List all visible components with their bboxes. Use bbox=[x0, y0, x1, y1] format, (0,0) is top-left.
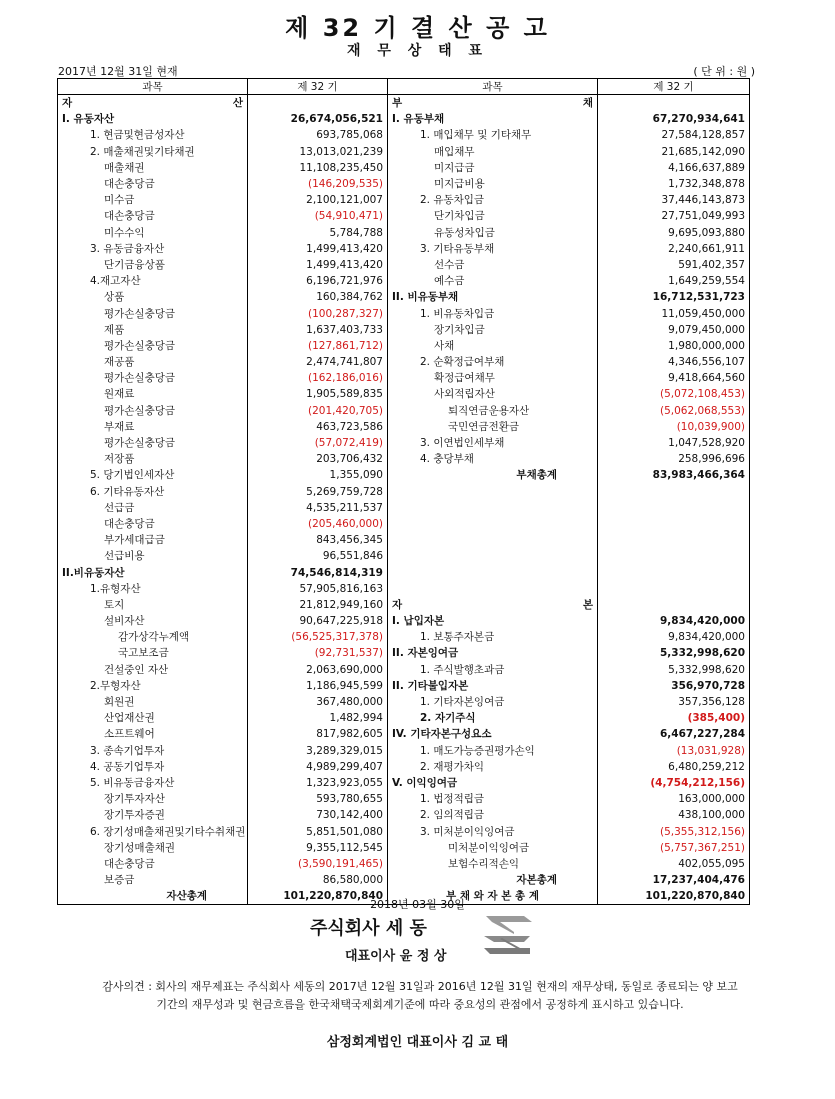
asset-value: 5,269,759,728 bbox=[248, 484, 388, 500]
liability-equity-value: 258,996,696 bbox=[598, 451, 750, 467]
asset-account: 2.무형자산 bbox=[58, 678, 248, 694]
liability-equity-value: 1,047,528,920 bbox=[598, 435, 750, 451]
equity-section-label bbox=[392, 598, 593, 612]
liability-equity-account: II. 비유동부채 bbox=[388, 289, 598, 305]
liability-equity-account: 2. 자기주식 bbox=[388, 710, 598, 726]
asset-account: 미수금 bbox=[58, 192, 248, 208]
asset-account: 평가손실충당금 bbox=[58, 305, 248, 321]
balance-sheet-body bbox=[58, 95, 750, 905]
liability-equity-value: 21,685,142,090 bbox=[598, 144, 750, 160]
liability-equity-account: 미처분이익잉여금 bbox=[388, 840, 598, 856]
liability-equity-value: 356,970,728 bbox=[598, 678, 750, 694]
liability-equity-account: V. 이익잉여금 bbox=[388, 775, 598, 791]
liability-equity-value: 2,240,661,911 bbox=[598, 241, 750, 257]
asset-account: 대손충당금 bbox=[58, 176, 248, 192]
asset-account: I. 유동자산 bbox=[58, 111, 248, 127]
liability-equity-value: 1,649,259,554 bbox=[598, 273, 750, 289]
asset-account: 회원권 bbox=[58, 694, 248, 710]
liability-equity-account: 4. 충당부채 bbox=[388, 451, 598, 467]
liability-equity-value: 9,695,093,880 bbox=[598, 225, 750, 241]
liability-equity-account: 3. 미처분이익잉여금 bbox=[388, 823, 598, 839]
asset-value: 817,982,605 bbox=[248, 726, 388, 742]
asset-account: 1.유형자산 bbox=[58, 581, 248, 597]
asset-account: 산업재산권 bbox=[58, 710, 248, 726]
table-row bbox=[58, 484, 750, 500]
asset-value: 90,647,225,918 bbox=[248, 613, 388, 629]
liability-equity-account: 사채 bbox=[388, 338, 598, 354]
liability-equity-account: 선수금 bbox=[388, 257, 598, 273]
asset-account: 5. 당기법인세자산 bbox=[58, 467, 248, 483]
liability-equity-value: (5,062,068,553) bbox=[598, 403, 750, 419]
table-row bbox=[58, 791, 750, 807]
asset-value: (57,072,419) bbox=[248, 435, 388, 451]
liability-equity-value: 17,237,404,476 bbox=[598, 872, 750, 888]
liabilities-section-left: 부 bbox=[392, 97, 403, 110]
table-row bbox=[58, 743, 750, 759]
asset-value: 11,108,235,450 bbox=[248, 160, 388, 176]
asset-account: 6. 장기성매출채권및기타수취채권 bbox=[58, 823, 248, 839]
equity-section-right: 본 bbox=[582, 598, 593, 611]
table-row bbox=[58, 176, 750, 192]
liability-equity-account: 미지급금 bbox=[388, 160, 598, 176]
table-row bbox=[58, 192, 750, 208]
liability-equity-value: (5,757,367,251) bbox=[598, 840, 750, 856]
asset-value: 1,637,403,733 bbox=[248, 322, 388, 338]
asset-value: (201,420,705) bbox=[248, 403, 388, 419]
table-row bbox=[58, 516, 750, 532]
asset-value: 5,851,501,080 bbox=[248, 823, 388, 839]
table-row bbox=[58, 759, 750, 775]
asset-account: 장기투자증권 bbox=[58, 807, 248, 823]
assets-total-value: 101,220,870,840 bbox=[248, 888, 388, 905]
asset-account: 원재료 bbox=[58, 386, 248, 402]
table-row bbox=[58, 807, 750, 823]
table-row bbox=[58, 629, 750, 645]
table-row bbox=[58, 354, 750, 370]
table-row bbox=[58, 548, 750, 564]
table-row bbox=[58, 419, 750, 435]
asset-account: 6. 기타유동자산 bbox=[58, 484, 248, 500]
equity-section bbox=[388, 597, 598, 613]
liability-equity-value: 1,980,000,000 bbox=[598, 338, 750, 354]
liability-equity-value: 37,446,143,873 bbox=[598, 192, 750, 208]
table-row bbox=[58, 338, 750, 354]
asset-account: 재공품 bbox=[58, 354, 248, 370]
table-row bbox=[58, 710, 750, 726]
table-row bbox=[58, 613, 750, 629]
asset-account: 설비자산 bbox=[58, 613, 248, 629]
liability-equity-value: 27,751,049,993 bbox=[598, 208, 750, 224]
asset-value: 593,780,655 bbox=[248, 791, 388, 807]
liabilities-section-right: 채 bbox=[582, 97, 593, 110]
asset-value: 2,474,741,807 bbox=[248, 354, 388, 370]
asset-value: 367,480,000 bbox=[248, 694, 388, 710]
liability-equity-value: (10,039,900) bbox=[598, 419, 750, 435]
liability-equity-value: 6,467,227,284 bbox=[598, 726, 750, 742]
asset-account: 장기투자자산 bbox=[58, 791, 248, 807]
asset-account: 소프트웨어 bbox=[58, 726, 248, 742]
asset-value: (205,460,000) bbox=[248, 516, 388, 532]
asset-value: 96,551,846 bbox=[248, 548, 388, 564]
asset-value: 843,456,345 bbox=[248, 532, 388, 548]
asset-value: 4,989,299,407 bbox=[248, 759, 388, 775]
header-period: 제 32 기 bbox=[248, 79, 388, 95]
table-row bbox=[58, 322, 750, 338]
table-row bbox=[58, 840, 750, 856]
table-row bbox=[58, 305, 750, 321]
liability-equity-value bbox=[598, 516, 750, 532]
liability-equity-account: 부채총계 bbox=[388, 467, 598, 483]
liability-equity-account: II. 기타불입자본 bbox=[388, 678, 598, 694]
asset-account: 1. 현금및현금성자산 bbox=[58, 127, 248, 143]
liability-equity-account: IV. 기타자본구성요소 bbox=[388, 726, 598, 742]
liability-equity-value: 9,834,420,000 bbox=[598, 629, 750, 645]
table-row bbox=[58, 872, 750, 888]
liability-equity-account: 미지급비용 bbox=[388, 176, 598, 192]
ceo-name: 대표이사 윤 정 상 bbox=[345, 949, 447, 964]
liability-equity-value: 5,332,998,620 bbox=[598, 662, 750, 678]
table-row bbox=[58, 581, 750, 597]
asset-value: 57,905,816,163 bbox=[248, 581, 388, 597]
asset-value: (3,590,191,465) bbox=[248, 856, 388, 872]
asset-account: 보증금 bbox=[58, 872, 248, 888]
liabilities-equity-total-label: 부 채 와 자 본 총 계 bbox=[388, 888, 598, 905]
table-row bbox=[58, 241, 750, 257]
assets-section-left: 자 bbox=[62, 97, 73, 110]
liability-equity-account: 2. 임의적립금 bbox=[388, 807, 598, 823]
asset-account: 장기성매출채권 bbox=[58, 840, 248, 856]
table-row bbox=[58, 370, 750, 386]
liability-equity-account: 1. 매도가능증권평가손익 bbox=[388, 743, 598, 759]
liability-equity-value: 1,732,348,878 bbox=[598, 176, 750, 192]
asset-account: 국고보조금 bbox=[58, 645, 248, 661]
liability-equity-value: 27,584,128,857 bbox=[598, 127, 750, 143]
liability-equity-value: 6,480,259,212 bbox=[598, 759, 750, 775]
asset-value: 5,784,788 bbox=[248, 225, 388, 241]
liability-equity-account bbox=[388, 516, 598, 532]
empty-cell bbox=[598, 597, 750, 613]
asset-value: 463,723,586 bbox=[248, 419, 388, 435]
liability-equity-account bbox=[388, 500, 598, 516]
table-row bbox=[58, 532, 750, 548]
liability-equity-account: I. 유동부채 bbox=[388, 111, 598, 127]
table-row bbox=[58, 289, 750, 305]
asset-account: 저장품 bbox=[58, 451, 248, 467]
asset-value: (146,209,535) bbox=[248, 176, 388, 192]
asset-account: 선급금 bbox=[58, 500, 248, 516]
asset-account: 3. 종속기업투자 bbox=[58, 743, 248, 759]
liability-equity-value: 4,346,556,107 bbox=[598, 354, 750, 370]
page-subtitle: 재 무 상 태 표 bbox=[346, 43, 489, 59]
asset-account: 미수수익 bbox=[58, 225, 248, 241]
liability-equity-value: 5,332,998,620 bbox=[598, 645, 750, 661]
company-logo-icon bbox=[480, 912, 536, 958]
asset-value: 2,063,690,000 bbox=[248, 662, 388, 678]
asset-value: 9,355,112,545 bbox=[248, 840, 388, 856]
table-row bbox=[58, 208, 750, 224]
liability-equity-account: 2. 재평가차익 bbox=[388, 759, 598, 775]
liability-equity-value: (13,031,928) bbox=[598, 743, 750, 759]
liability-equity-account bbox=[388, 564, 598, 580]
asset-value: (162,186,016) bbox=[248, 370, 388, 386]
header-account: 과목 bbox=[58, 79, 248, 95]
asset-account: 5. 비유동금융자산 bbox=[58, 775, 248, 791]
asset-value: 1,499,413,420 bbox=[248, 257, 388, 273]
asset-value: 1,186,945,599 bbox=[248, 678, 388, 694]
assets-section-right: 산 bbox=[232, 97, 243, 110]
table-row bbox=[58, 467, 750, 483]
asset-account: 3. 유동금융자산 bbox=[58, 241, 248, 257]
asset-value: (100,287,327) bbox=[248, 305, 388, 321]
asset-account: 2. 매출채권및기타채권 bbox=[58, 144, 248, 160]
asset-account: 단기금융상품 bbox=[58, 257, 248, 273]
asset-value: (54,910,471) bbox=[248, 208, 388, 224]
liability-equity-account: 1. 기타자본잉여금 bbox=[388, 694, 598, 710]
liability-equity-value: 9,418,664,560 bbox=[598, 370, 750, 386]
asset-account: 부재료 bbox=[58, 419, 248, 435]
table-header-row bbox=[58, 79, 750, 95]
liability-equity-value: (4,754,212,156) bbox=[598, 775, 750, 791]
asset-account: 매출채권 bbox=[58, 160, 248, 176]
liability-equity-value: 83,983,466,364 bbox=[598, 467, 750, 483]
asset-value: 1,905,589,835 bbox=[248, 386, 388, 402]
liability-equity-account: 확정급여채무 bbox=[388, 370, 598, 386]
asset-account: 평가손실충당금 bbox=[58, 403, 248, 419]
asset-value: 74,546,814,319 bbox=[248, 564, 388, 580]
table-row bbox=[58, 273, 750, 289]
liability-equity-value: 9,079,450,000 bbox=[598, 322, 750, 338]
asset-account: 제품 bbox=[58, 322, 248, 338]
table-row bbox=[58, 662, 750, 678]
asset-value: 13,013,021,239 bbox=[248, 144, 388, 160]
liability-equity-account: 사외적립자산 bbox=[388, 386, 598, 402]
liability-equity-account: 보험수리적손익 bbox=[388, 856, 598, 872]
asset-account: 대손충당금 bbox=[58, 208, 248, 224]
table-row bbox=[58, 403, 750, 419]
announcement-date: 2018년 03월 30일 bbox=[370, 898, 465, 911]
asset-account: 4.재고자산 bbox=[58, 273, 248, 289]
asset-account: 토지 bbox=[58, 597, 248, 613]
liabilities-equity-total-value: 101,220,870,840 bbox=[598, 888, 750, 905]
unit-label: ( 단 위 : 원 ) bbox=[693, 65, 755, 78]
liability-equity-value: 591,402,357 bbox=[598, 257, 750, 273]
liability-equity-account bbox=[388, 548, 598, 564]
liability-equity-value: 357,356,128 bbox=[598, 694, 750, 710]
asset-value: 1,355,090 bbox=[248, 467, 388, 483]
liability-equity-account: 1. 매입채무 및 기타채무 bbox=[388, 127, 598, 143]
table-row bbox=[58, 564, 750, 580]
liability-equity-value bbox=[598, 500, 750, 516]
audit-opinion-line-2: 기간의 재무성과 및 현금흐름을 한국채택국제회계기준에 따라 중요성의 관점에서 공정하게 표시하고 있습니다. bbox=[156, 998, 684, 1011]
liabilities-section-label bbox=[392, 96, 593, 110]
header-account-2: 과목 bbox=[388, 79, 598, 95]
table-row bbox=[58, 144, 750, 160]
table-row bbox=[58, 500, 750, 516]
audit-opinion bbox=[70, 978, 770, 1014]
asset-value: 1,499,413,420 bbox=[248, 241, 388, 257]
liabilities-section bbox=[388, 95, 598, 112]
asset-account: 평가손실충당금 bbox=[58, 370, 248, 386]
liability-equity-account: 퇴직연금운용자산 bbox=[388, 403, 598, 419]
table-row bbox=[58, 597, 750, 613]
liability-equity-account: 2. 순확정급여부채 bbox=[388, 354, 598, 370]
liability-equity-account: 3. 이연법인세부채 bbox=[388, 435, 598, 451]
liability-equity-value: (5,355,312,156) bbox=[598, 823, 750, 839]
asset-value: 693,785,068 bbox=[248, 127, 388, 143]
asset-value: (56,525,317,378) bbox=[248, 629, 388, 645]
liability-equity-account bbox=[388, 581, 598, 597]
liability-equity-value bbox=[598, 532, 750, 548]
liability-equity-account: 1. 보통주자본금 bbox=[388, 629, 598, 645]
asset-account: 대손충당금 bbox=[58, 516, 248, 532]
table-row bbox=[58, 225, 750, 241]
asset-value: 21,812,949,160 bbox=[248, 597, 388, 613]
asset-account: 4. 공동기업투자 bbox=[58, 759, 248, 775]
company-name: 주식회사 세 동 bbox=[310, 918, 427, 939]
liability-equity-account bbox=[388, 532, 598, 548]
liability-equity-value bbox=[598, 484, 750, 500]
section-row bbox=[58, 95, 750, 112]
table-row bbox=[58, 823, 750, 839]
liability-equity-account: 단기차입금 bbox=[388, 208, 598, 224]
as-of-date: 2017년 12월 31일 현재 bbox=[58, 65, 178, 78]
liability-equity-account: 1. 주식발행초과금 bbox=[388, 662, 598, 678]
asset-account: 평가손실충당금 bbox=[58, 435, 248, 451]
asset-value: 203,706,432 bbox=[248, 451, 388, 467]
asset-account: 감가상각누계액 bbox=[58, 629, 248, 645]
table-row bbox=[58, 694, 750, 710]
table-row bbox=[58, 435, 750, 451]
liability-equity-value: (5,072,108,453) bbox=[598, 386, 750, 402]
asset-value: 1,323,923,055 bbox=[248, 775, 388, 791]
asset-value: (92,731,537) bbox=[248, 645, 388, 661]
asset-value: 160,384,762 bbox=[248, 289, 388, 305]
liability-equity-value: 438,100,000 bbox=[598, 807, 750, 823]
liability-equity-account: 유동성차입금 bbox=[388, 225, 598, 241]
asset-account: 평가손실충당금 bbox=[58, 338, 248, 354]
empty-cell bbox=[598, 95, 750, 112]
empty-cell bbox=[248, 95, 388, 112]
liability-equity-value: 402,055,095 bbox=[598, 856, 750, 872]
asset-value: 26,674,056,521 bbox=[248, 111, 388, 127]
asset-account: 대손충당금 bbox=[58, 856, 248, 872]
audit-opinion-line-1: 감사의견 : 회사의 재무제표는 주식회사 세동의 2017년 12월 31일과 2016년 12월 31일 현재의 재무상태, 동일로 종료되는 양 보고 bbox=[102, 980, 738, 993]
assets-section-label bbox=[62, 96, 243, 110]
liability-equity-value: 67,270,934,641 bbox=[598, 111, 750, 127]
liability-equity-value: 11,059,450,000 bbox=[598, 305, 750, 321]
table-row bbox=[58, 645, 750, 661]
liability-equity-value bbox=[598, 564, 750, 580]
asset-account: II.비유동자산 bbox=[58, 564, 248, 580]
asset-value: 86,580,000 bbox=[248, 872, 388, 888]
table-row bbox=[58, 257, 750, 273]
liability-equity-account: 1. 비유동차입금 bbox=[388, 305, 598, 321]
liability-equity-account: 매입채무 bbox=[388, 144, 598, 160]
liability-equity-account: 3. 기타유동부채 bbox=[388, 241, 598, 257]
asset-account: 건설중인 자산 bbox=[58, 662, 248, 678]
liability-equity-account bbox=[388, 484, 598, 500]
liability-equity-account: 자본총계 bbox=[388, 872, 598, 888]
table-row bbox=[58, 111, 750, 127]
equity-section-left: 자 bbox=[392, 598, 403, 611]
table-row bbox=[58, 856, 750, 872]
liability-equity-value: 163,000,000 bbox=[598, 791, 750, 807]
assets-section bbox=[58, 95, 248, 112]
liability-equity-value: 16,712,531,723 bbox=[598, 289, 750, 305]
liability-equity-account: 장기차입금 bbox=[388, 322, 598, 338]
liability-equity-account: 2. 유동차입금 bbox=[388, 192, 598, 208]
asset-value: 4,535,211,537 bbox=[248, 500, 388, 516]
table-row bbox=[58, 451, 750, 467]
table-row bbox=[58, 127, 750, 143]
table-row bbox=[58, 386, 750, 402]
liability-equity-value: (385,400) bbox=[598, 710, 750, 726]
asset-account: 부가세대급금 bbox=[58, 532, 248, 548]
asset-value: 1,482,994 bbox=[248, 710, 388, 726]
auditor-signature: 삼정회계법인 대표이사 김 교 태 bbox=[326, 1035, 509, 1050]
table-row bbox=[58, 160, 750, 176]
liability-equity-value: 9,834,420,000 bbox=[598, 613, 750, 629]
liability-equity-account: 1. 법정적립금 bbox=[388, 791, 598, 807]
asset-value: 730,142,400 bbox=[248, 807, 388, 823]
table-row bbox=[58, 678, 750, 694]
asset-value: 6,196,721,976 bbox=[248, 273, 388, 289]
balance-sheet-table bbox=[57, 78, 750, 905]
asset-value: 3,289,329,015 bbox=[248, 743, 388, 759]
liability-equity-account: 예수금 bbox=[388, 273, 598, 289]
asset-account: 선급비용 bbox=[58, 548, 248, 564]
assets-total-label: 자산총계 bbox=[58, 888, 248, 905]
liability-equity-value bbox=[598, 548, 750, 564]
header-period-2: 제 32 기 bbox=[598, 79, 750, 95]
asset-value: (127,861,712) bbox=[248, 338, 388, 354]
asset-account: 상품 bbox=[58, 289, 248, 305]
liability-equity-account: 국민연금전환금 bbox=[388, 419, 598, 435]
liability-equity-account: I. 납입자본 bbox=[388, 613, 598, 629]
asset-value: 2,100,121,007 bbox=[248, 192, 388, 208]
liability-equity-value: 4,166,637,889 bbox=[598, 160, 750, 176]
liability-equity-value bbox=[598, 581, 750, 597]
table-row bbox=[58, 775, 750, 791]
liability-equity-account: II. 자본잉여금 bbox=[388, 645, 598, 661]
table-row bbox=[58, 726, 750, 742]
page-title: 제 32 기 결 산 공 고 bbox=[285, 14, 550, 42]
